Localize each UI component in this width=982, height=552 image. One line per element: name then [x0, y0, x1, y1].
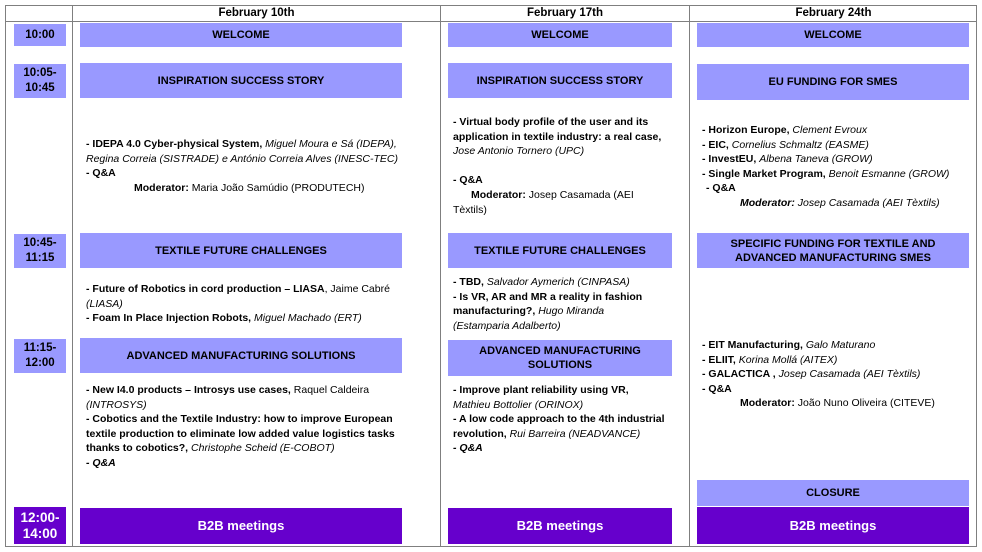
- talk-title: manufacturing?,: [453, 305, 536, 318]
- speaker: Mathieu Bottolier (ORINOX): [453, 398, 584, 411]
- column-header-feb-24: February 24th: [795, 7, 872, 19]
- moderator-name: João Nuno Oliveira (CITEVE): [797, 397, 935, 410]
- col3-eu-funding-bar: EU FUNDING FOR SMES: [697, 64, 969, 100]
- col1-inspiration-content: [86, 137, 436, 195]
- speaker: Raquel Caldeira: [293, 384, 370, 396]
- moderator-label: Moderator:: [471, 188, 526, 201]
- talk-title: - EIT Manufacturing,: [702, 339, 803, 351]
- qa-item: - Q&A: [453, 442, 483, 455]
- column-header-feb-10: February 10th: [218, 7, 295, 19]
- talk-title: - ELIIT,: [702, 353, 736, 366]
- talk-title: - Future of Robotics in cord production – LIASA: [86, 283, 325, 295]
- moderator-name: Maria João Samúdio (PRODUTECH): [191, 181, 365, 194]
- col3-specific-funding-content: [702, 338, 974, 411]
- talk-title: application in textile industry: a real case,: [453, 130, 662, 143]
- talk-title: - GALACTICA ,: [702, 368, 776, 381]
- time-slot-1200: 12:00- 14:00: [14, 507, 66, 544]
- speaker: Josep Casamada (AEI Tèxtils): [778, 368, 921, 381]
- qa-item: - Q&A: [706, 182, 736, 195]
- col2-inspiration-bar: INSPIRATION SUCCESS STORY: [448, 63, 672, 98]
- col1-advanced-bar: ADVANCED MANUFACTURING SOLUTIONS: [80, 338, 402, 373]
- talk-title: - A low code approach to the 4th industrial: [453, 413, 665, 426]
- col1-welcome-bar: WELCOME: [80, 23, 402, 47]
- talk-title: - Is VR, AR and MR a reality in fashion: [453, 290, 643, 303]
- talk-title: - New I4.0 products – Introsys use cases,: [86, 384, 291, 396]
- speaker: Miguel Moura e Sá (IDEPA),: [265, 138, 397, 150]
- speaker: Korina Mollá (AITEX): [738, 353, 838, 366]
- col2-b2b-bar: B2B meetings: [448, 508, 672, 544]
- qa-item: - Q&A: [86, 167, 116, 180]
- speaker: Galo Maturano: [805, 339, 876, 351]
- col1-future-content: [86, 282, 436, 326]
- talk-title: - IDEPA 4.0 Cyber-physical System,: [86, 138, 263, 150]
- speaker: Regina Correia (SISTRADE) e António Correia Alves (INESC-TEC): [86, 152, 398, 165]
- time-slot-1115: 11:15- 12:00: [14, 339, 66, 373]
- talk-title: - Foam In Place Injection Robots,: [86, 312, 252, 325]
- col3-specific-funding-bar: SPECIFIC FUNDING FOR TEXTILE AND ADVANCED MANUFACTURING SMES: [697, 233, 969, 268]
- col2-future-content: [453, 275, 687, 333]
- qa-item: - Q&A: [86, 456, 116, 469]
- column-divider: [689, 5, 690, 547]
- talk-title: thanks to cobotics?,: [86, 442, 189, 455]
- moderator-label: Moderator:: [134, 181, 189, 194]
- moderator-name: Tèxtils): [453, 203, 487, 216]
- qa-item: - Q&A: [453, 174, 483, 187]
- col1-future-bar: TEXTILE FUTURE CHALLENGES: [80, 233, 402, 268]
- speaker: Salvador Aymerich (CINPASA): [486, 276, 630, 288]
- talk-title: - Horizon Europe,: [702, 124, 790, 136]
- moderator-label: Moderator:: [740, 397, 795, 410]
- speaker: Jose Antonio Tornero (UPC): [453, 145, 585, 158]
- talk-title: - Single Market Program,: [702, 167, 826, 180]
- col2-welcome-bar: WELCOME: [448, 23, 672, 47]
- col3-b2b-bar: B2B meetings: [697, 507, 969, 544]
- talk-title: - Cobotics and the Textile Industry: how to improve European: [86, 413, 393, 426]
- time-slot-1045: 10:45- 11:15: [14, 234, 66, 268]
- column-divider: [440, 5, 441, 547]
- speaker-org: (LIASA): [86, 297, 123, 310]
- speaker: Hugo Miranda: [538, 305, 605, 318]
- column-header-feb-17: February 17th: [526, 7, 604, 19]
- col3-closure-bar: CLOSURE: [697, 480, 969, 506]
- col2-future-bar: TEXTILE FUTURE CHALLENGES: [448, 233, 672, 268]
- col2-advanced-content: [453, 383, 687, 456]
- header-divider: [5, 21, 977, 22]
- col2-inspiration-content: [453, 115, 687, 217]
- talk-title: - EIC,: [702, 138, 729, 151]
- talk-title: - TBD,: [453, 276, 484, 288]
- talk-title: - InvestEU,: [702, 153, 757, 166]
- col1-advanced-content: [86, 383, 436, 471]
- col2-advanced-bar: ADVANCED MANUFACTURING SOLUTIONS: [448, 340, 672, 376]
- column-divider: [72, 5, 73, 547]
- moderator-label: Moderator:: [740, 196, 795, 209]
- speaker: Cornelius Schmaltz (EASME): [731, 138, 869, 151]
- col3-eu-funding-content: [702, 123, 974, 211]
- speaker-org: (Estamparia Adalberto): [453, 319, 561, 332]
- speaker: Clement Evroux: [792, 124, 868, 136]
- moderator-name: Josep Casamada (AEI: [528, 188, 634, 201]
- col1-b2b-bar: B2B meetings: [80, 508, 402, 544]
- speaker: Benoit Esmanne (GROW): [828, 167, 950, 180]
- col3-welcome-bar: WELCOME: [697, 23, 969, 47]
- speaker: Christophe Scheid (E-COBOT): [191, 442, 335, 455]
- talk-title: textile production to eliminate low added value logistics tasks: [86, 427, 395, 440]
- speaker: Albena Taneva (GROW): [759, 153, 873, 166]
- talk-title: - Virtual body profile of the user and its: [453, 116, 649, 128]
- time-slot-1005: 10:05- 10:45: [14, 64, 66, 98]
- moderator-name: Josep Casamada (AEI Tèxtils): [797, 196, 940, 209]
- speaker: Miguel Machado (ERT): [254, 312, 362, 325]
- speaker: , Jaime Cabré: [324, 283, 390, 295]
- speaker-org: (INTROSYS): [86, 398, 147, 411]
- qa-item: - Q&A: [702, 382, 732, 395]
- talk-title: - Improve plant reliability using VR,: [453, 384, 629, 396]
- talk-title: revolution,: [453, 427, 507, 440]
- time-slot-1000: 10:00: [14, 24, 66, 46]
- speaker: Rui Barreira (NEADVANCE): [509, 427, 641, 440]
- col1-inspiration-bar: INSPIRATION SUCCESS STORY: [80, 63, 402, 98]
